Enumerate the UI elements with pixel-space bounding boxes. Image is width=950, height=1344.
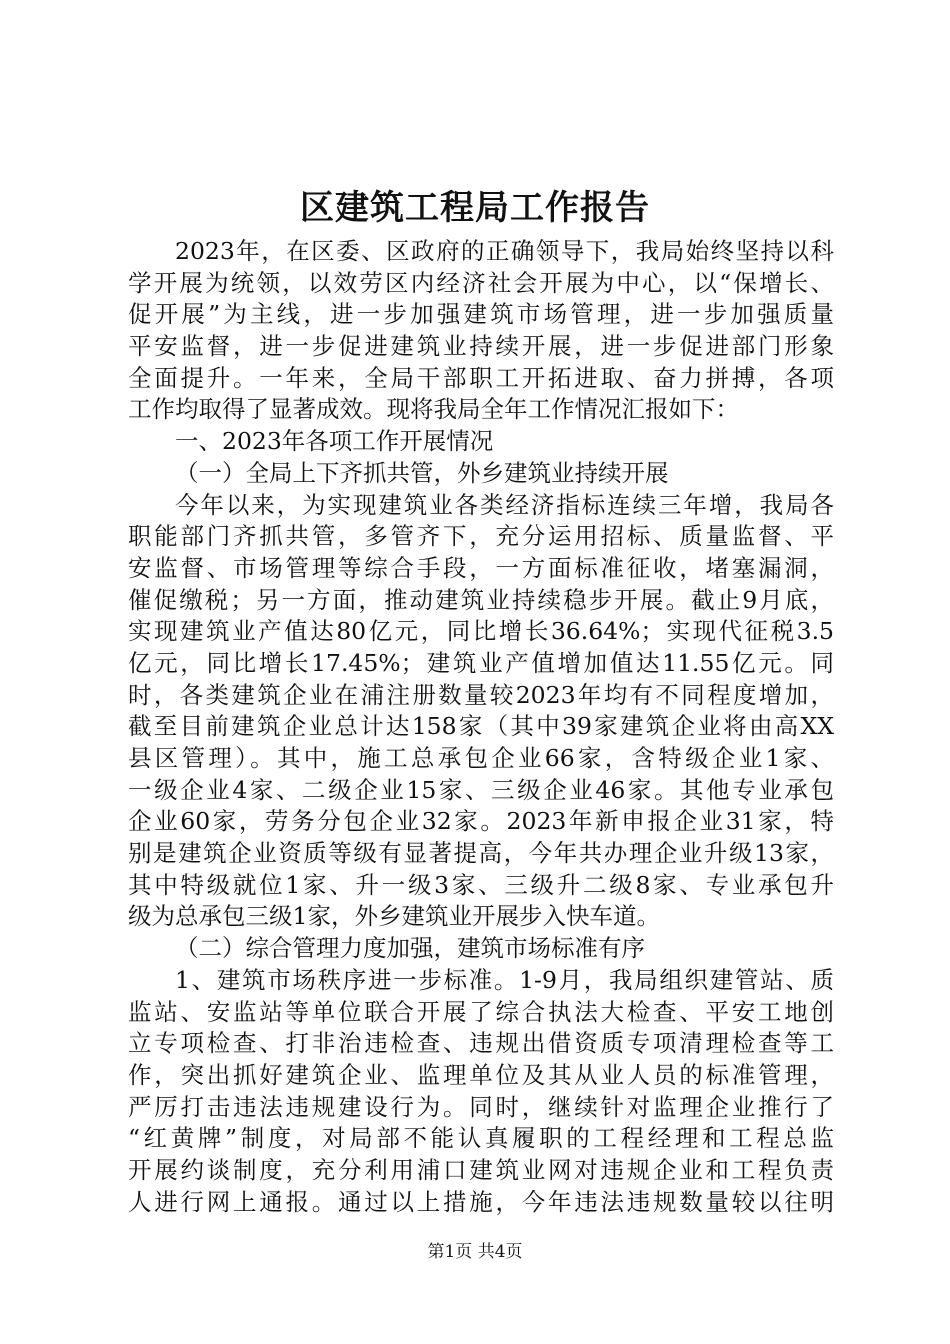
body-line: 严厉打击违法违规建设行为。同时，继续针对监理企业推行了 bbox=[128, 1092, 834, 1121]
body-line: “红黄牌”制度，对局部不能认真履职的工程经理和工程总监 bbox=[128, 1124, 834, 1153]
body-line: 其中特级就位1家、升一级3家、三级升二级8家、专业承包升 bbox=[128, 870, 834, 899]
body-line: 亿元，同比增长17.45%；建筑业产值增加值达11.55亿元。同 bbox=[128, 648, 834, 677]
body-line: 工作均取得了显著成效。现将我局全年工作情况汇报如下： bbox=[128, 395, 739, 424]
body-line: 催促缴税；另一方面，推动建筑业持续稳步开展。截止9月底， bbox=[128, 585, 834, 614]
body-line: 今年以来，为实现建筑业各类经济指标连续三年增，我局各 bbox=[175, 490, 834, 519]
document-body bbox=[128, 236, 834, 1218]
body-line: 职能部门齐抓共管，多管齐下，充分运用招标、质量监督、平 bbox=[128, 522, 834, 551]
body-line: 监站、安监站等单位联合开展了综合执法大检查、平安工地创 bbox=[128, 997, 834, 1026]
body-line: 人进行网上通报。通过以上措施，今年违法违规数量较以往明 bbox=[128, 1187, 834, 1216]
body-line: 立专项检查、打非治违检查、违规出借资质专项清理检查等工 bbox=[128, 1029, 834, 1058]
body-line: 平安监督，进一步促进建筑业持续开展，进一步促进部门形象 bbox=[128, 332, 834, 361]
body-line: 开展约谈制度，充分利用浦口建筑业网对违规企业和工程负责 bbox=[128, 1155, 834, 1184]
body-line: 作，突出抓好建筑企业、监理单位及其从业人员的标准管理， bbox=[128, 1060, 834, 1089]
body-line: 别是建筑企业资质等级有显著提高，今年共办理企业升级13家， bbox=[128, 839, 834, 868]
section-heading: 一、2023年各项工作开展情况 bbox=[175, 427, 494, 456]
body-line: 实现建筑业产值达80亿元，同比增长36.64%；实现代征税3.5 bbox=[128, 617, 834, 646]
body-line: 全面提升。一年来，全局干部职工开拓进取、奋力拼搏，各项 bbox=[128, 363, 834, 392]
body-line: 一级企业4家、二级企业15家、三级企业46家。其他专业承包 bbox=[128, 775, 834, 804]
body-line: 截至目前建筑企业总计达158家（其中39家建筑企业将由高XX bbox=[128, 712, 834, 741]
section-heading: （一）全局上下齐抓共管，外乡建筑业持续开展 bbox=[175, 458, 669, 487]
body-line: 促开展”为主线，进一步加强建筑市场管理，进一步加强质量 bbox=[128, 300, 834, 329]
page-footer: 第1页 共4页 bbox=[427, 1242, 523, 1262]
body-line: 时，各类建筑企业在浦注册数量较2023年均有不同程度增加， bbox=[128, 680, 834, 709]
body-line: 2023年，在区委、区政府的正确领导下，我局始终坚持以科 bbox=[175, 237, 834, 265]
section-heading: （二）综合管理力度加强，建筑市场标准有序 bbox=[175, 934, 645, 963]
body-line: 企业60家，劳务分包企业32家。2023年新申报企业31家，特 bbox=[128, 807, 834, 836]
body-line: 安监督、市场管理等综合手段，一方面标准征收，堵塞漏洞， bbox=[128, 553, 834, 582]
body-line: 1、建筑市场秩序进一步标准。1-9月，我局组织建管站、质 bbox=[175, 965, 834, 994]
body-line: 县区管理）。其中，施工总承包企业66家，含特级企业1家、 bbox=[128, 744, 834, 772]
document-title: 区建筑工程局工作报告 bbox=[300, 188, 650, 228]
body-line: 学开展为统领，以效劳区内经济社会开展为中心，以“保增长、 bbox=[128, 268, 834, 297]
body-line: 级为总承包三级1家，外乡建筑业开展步入快车道。 bbox=[128, 902, 660, 931]
